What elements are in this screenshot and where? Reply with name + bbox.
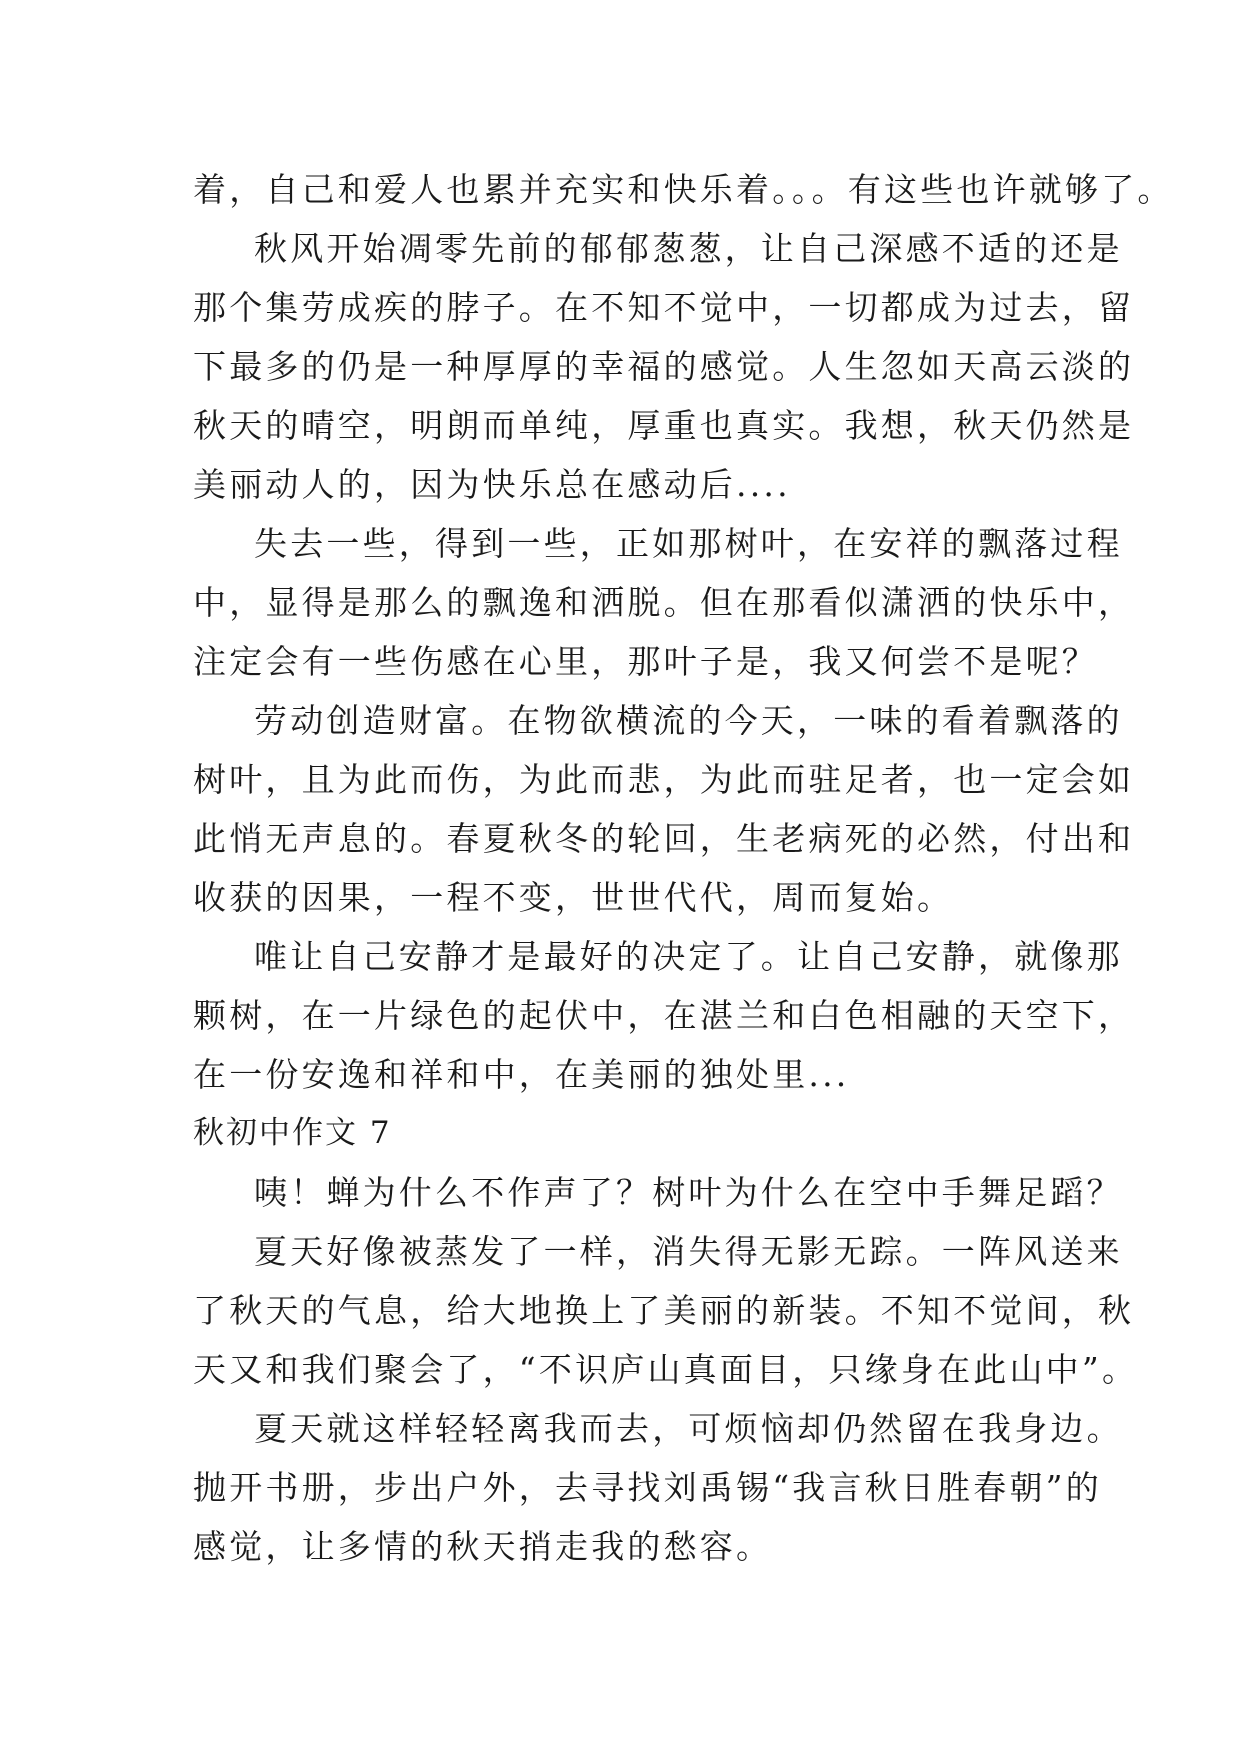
text-line: 注定会有一些伤感在心里，那叶子是，我又何尝不是呢？ <box>193 642 1098 681</box>
section-heading: 秋初中作文 7 <box>193 1115 392 1151</box>
paragraph <box>193 691 1135 927</box>
text-line: 夏天好像被蒸发了一样，消失得无影无踪。一阵风送来 <box>254 1232 1123 1271</box>
paragraph <box>193 927 1135 1104</box>
text-line: 秋风开始凋零先前的郁郁葱葱，让自己深感不适的还是 <box>254 229 1123 268</box>
text-line: 夏天就这样轻轻离我而去，可烦恼却仍然留在我身边。 <box>254 1409 1123 1448</box>
text-line: 天又和我们聚会了，“不识庐山真面目，只缘身在此山中”。 <box>193 1350 1139 1389</box>
text-line: 此悄无声息的。春夏秋冬的轮回，生老病死的必然，付出和 <box>193 819 1135 858</box>
text-line: 了秋天的气息，给大地换上了美丽的新装。不知不觉间，秋 <box>193 1291 1135 1330</box>
text-line: 在一份安逸和祥和中，在美丽的独处里... <box>193 1055 850 1094</box>
text-line: 中，显得是那么的飘逸和洒脱。但在那看似潇洒的快乐中， <box>193 583 1135 622</box>
text-line: 抛开书册，步出户外，去寻找刘禹锡“我言秋日胜春朝”的 <box>193 1468 1102 1507</box>
text-line: 失去一些，得到一些，正如那树叶，在安祥的飘落过程 <box>254 524 1123 563</box>
paragraph <box>193 514 1135 691</box>
text-line: 收获的因果，一程不变，世世代代，周而复始。 <box>193 878 954 917</box>
paragraph <box>193 1163 1123 1222</box>
document-body <box>193 160 1174 1576</box>
paragraph <box>193 1399 1123 1576</box>
text-line: 颗树，在一片绿色的起伏中，在湛兰和白色相融的天空下， <box>193 996 1135 1035</box>
paragraph <box>193 160 1174 219</box>
text-line: 那个集劳成疾的脖子。在不知不觉中，一切都成为过去，留 <box>193 288 1135 327</box>
text-line: 秋天的晴空，明朗而单纯，厚重也真实。我想，秋天仍然是 <box>193 406 1135 445</box>
text-line: 美丽动人的，因为快乐总在感动后.... <box>193 465 791 504</box>
paragraph <box>193 1222 1139 1399</box>
text-line: 树叶，且为此而伤，为此而悲，为此而驻足者，也一定会如 <box>193 760 1135 799</box>
text-line: 咦！蝉为什么不作声了？树叶为什么在空中手舞足蹈？ <box>254 1173 1123 1212</box>
paragraph <box>193 219 1135 514</box>
text-line: 下最多的仍是一种厚厚的幸福的感觉。人生忽如天高云淡的 <box>193 347 1135 386</box>
text-line: 感觉，让多情的秋天捎走我的愁容。 <box>193 1527 773 1566</box>
text-line: 唯让自己安静才是最好的决定了。让自己安静，就像那 <box>254 937 1123 976</box>
text-line: 劳动创造财富。在物欲横流的今天，一味的看着飘落的 <box>254 701 1123 740</box>
text-line: 着，自己和爱人也累并充实和快乐着。。。有这些也许就够了。 <box>193 170 1174 209</box>
